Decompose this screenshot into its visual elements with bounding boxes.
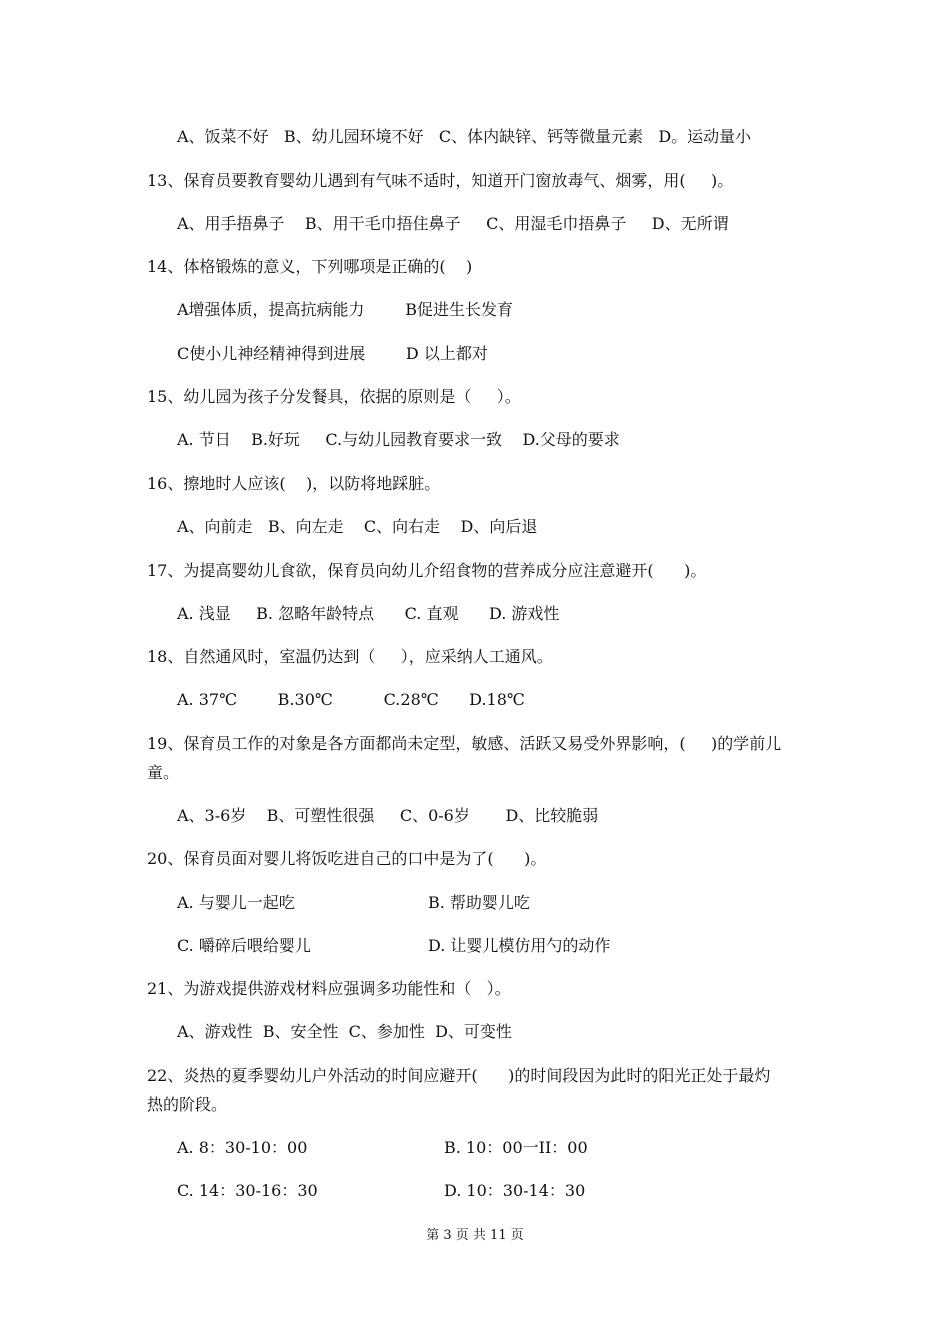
question-21: 21、为游戏提供游戏材料应强调多功能性和（ ）。 xyxy=(147,979,511,998)
question-18: 18、自然通风时，室温仍达到（ ），应采纳人工通风。 xyxy=(147,647,553,666)
question-20: 20、保育员面对婴儿将饭吃进自己的口中是为了( )。 xyxy=(147,849,547,868)
q13-options: A、用手捂鼻子 B、用干毛巾捂住鼻子 C、用湿毛巾捂鼻子 D、无所谓 xyxy=(177,214,729,233)
q21-options: A、游戏性 B、安全性 C、参加性 D、可变性 xyxy=(177,1022,512,1041)
question-22: 22、炎热的夏季婴幼儿户外活动的时间应避开( )的时间段因为此时的阳光正处于最灼 xyxy=(147,1066,771,1085)
q22-option-a: A. 8：30-10：00 xyxy=(177,1138,308,1157)
q12-options: A、饭菜不好 B、幼儿园环境不好 C、体内缺锌、钙等微量元素 D。运动量小 xyxy=(177,127,752,146)
page-footer: 第 3 页 共 11 页 xyxy=(426,1228,524,1243)
q18-options: A. 37℃ B.30℃ C.28℃ D.18℃ xyxy=(177,690,525,709)
question-16: 16、擦地时人应该( )，以防将地踩脏。 xyxy=(147,474,441,493)
q16-options: A、向前走 B、向左走 C、向右走 D、向后退 xyxy=(177,517,538,536)
q22-option-c: C. 14：30-16：30 xyxy=(177,1181,318,1200)
q20-option-a: A. 与婴儿一起吃 xyxy=(177,893,295,912)
q20-option-c: C. 嚼碎后喂给婴儿 xyxy=(177,936,311,955)
question-19: 19、保育员工作的对象是各方面都尚未定型，敏感、活跃又易受外界影响，( )的学前儿 xyxy=(147,734,782,753)
question-17: 17、为提高婴幼儿食欲，保育员向幼儿介绍食物的营养成分应注意避开( )。 xyxy=(147,561,707,580)
q20-option-d: D. 让婴儿模仿用勺的动作 xyxy=(428,936,611,955)
q17-options: A. 浅显 B. 忽略年龄特点 C. 直观 D. 游戏性 xyxy=(177,604,560,623)
q20-option-b: B. 帮助婴儿吃 xyxy=(428,893,530,912)
q19-options: A、3-6岁 B、可塑性很强 C、0-6岁 D、比较脆弱 xyxy=(177,806,599,825)
q14-options-2: C使小儿神经精神得到进展 D 以上都对 xyxy=(177,344,488,363)
question-22-cont: 热的阶段。 xyxy=(147,1095,228,1114)
question-14: 14、体格锻炼的意义，下列哪项是正确的( ) xyxy=(147,257,473,276)
q22-option-d: D. 10：30-14：30 xyxy=(444,1181,586,1200)
q22-option-b: B. 10：00一II：00 xyxy=(444,1138,588,1157)
question-13: 13、保育员要教育婴幼儿遇到有气味不适时，知道开门窗放毒气、烟雾，用( )。 xyxy=(147,171,734,190)
question-15: 15、幼儿园为孩子分发餐具，依据的原则是（ ）。 xyxy=(147,387,521,406)
q15-options: A. 节日 B.好玩 C.与幼儿园教育要求一致 D.父母的要求 xyxy=(177,430,620,449)
question-19-cont: 童。 xyxy=(147,763,180,782)
q14-options-1: A增强体质，提高抗病能力 B促进生长发育 xyxy=(177,300,514,319)
